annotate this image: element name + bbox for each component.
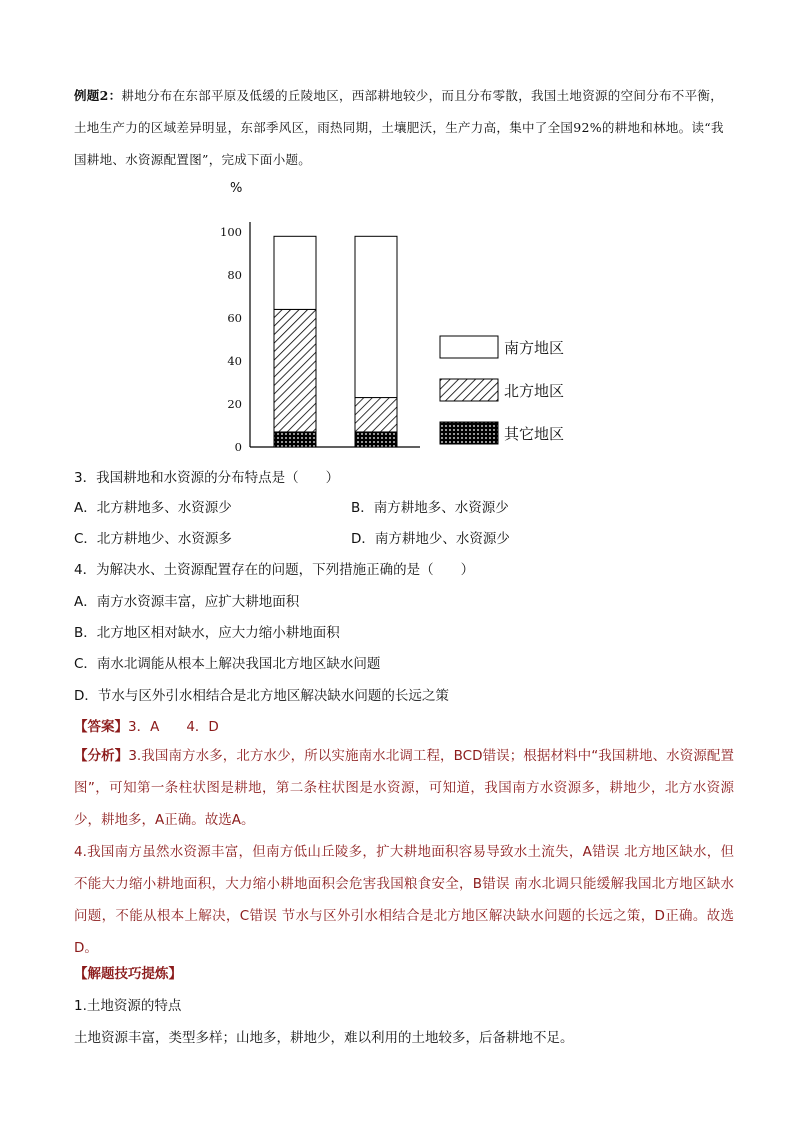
y-tick-label: 40 <box>227 354 242 368</box>
tips-paragraph-1: 土地资源丰富，类型多样；山地多，耕地少，难以利用的土地较多，后备耕地不足。 <box>74 1030 574 1046</box>
farmland-water-chart <box>220 176 600 456</box>
legend-swatch <box>440 379 498 401</box>
intro-paragraph <box>74 80 734 176</box>
legend-label: 北方地区 <box>504 382 565 400</box>
analysis-paragraph-1 <box>74 740 734 836</box>
y-axis-label: % <box>230 181 243 196</box>
analysis-text-1: 3.我国南方水多，北方水少，所以实施南水北调工程，BCD错误；根据材料中“我国耕地、水资源配置图”，可知第一条柱状图是耕地，第二条柱状图是水资源，可知道，我国南方水资源多，耕地少，北方水资源少，耕地多，A正确。故选A。 <box>74 748 735 828</box>
bar-segment <box>355 432 397 447</box>
answer-tag: 【答案】 <box>74 719 128 735</box>
question-4-option-d: D．节水与区外引水相结合是北方地区解决缺水问题的长远之策 <box>74 688 449 704</box>
analysis-tag: 【分析】 <box>74 748 129 764</box>
legend-swatch <box>440 422 498 444</box>
y-tick-label: 100 <box>220 225 242 239</box>
answer-text: 3．A 4．D <box>128 719 219 735</box>
bar-segment <box>274 309 316 432</box>
legend-label: 其它地区 <box>504 425 565 443</box>
y-tick-label: 60 <box>227 311 242 325</box>
question-3-stem: 3．我国耕地和水资源的分布特点是（ ） <box>74 470 340 486</box>
intro-text: 耕地分布在东部平原及低缓的丘陵地区，西部耕地较少，而且分布零散，我国土地资源的空间分布不平衡，土地生产力的区域差异明显，东部季风区，雨热同期，土壤肥沃，生产力高，集中了全国92%的耕地和林地。读“我国耕地、水资源配置图”，完成下面小题。 <box>74 88 724 167</box>
tips-title: 【解题技巧提炼】 <box>74 966 182 982</box>
question-3-option-a: A．北方耕地多、水资源少 <box>74 500 232 516</box>
question-3-option-d: D．南方耕地少、水资源少 <box>351 531 510 547</box>
bar-segment <box>355 236 397 397</box>
question-4-option-c: C．南水北调能从根本上解决我国北方地区缺水问题 <box>74 656 381 672</box>
analysis-paragraph-2: 4.我国南方虽然水资源丰富，但南方低山丘陵多，扩大耕地面积容易导致水土流失，A错误 北方地区缺水，但不能大力缩小耕地面积，大力缩小耕地面积会危害我国粮食安全，B错误 南水北调只能缓解我国北方地区缺水问题，不能从根本上解决，C错误 节水与区外引水相结合是北方地区解决缺水问题的长远之策，D正确。故选D。 <box>74 844 734 956</box>
y-tick-label: 20 <box>227 397 242 411</box>
question-4-option-a: A．南方水资源丰富，应扩大耕地面积 <box>74 594 300 610</box>
answer-line <box>74 717 219 737</box>
legend-label: 南方地区 <box>504 339 565 357</box>
bar-segment <box>274 236 316 309</box>
y-tick-label: 0 <box>234 440 242 454</box>
question-3-option-c: C．北方耕地少、水资源多 <box>74 531 232 547</box>
bar-segment <box>355 398 397 432</box>
y-tick-label: 80 <box>227 268 242 282</box>
question-4-stem: 4．为解决水、土资源配置存在的问题，下列措施正确的是（ ） <box>74 562 475 578</box>
question-4-option-b: B．北方地区相对缺水，应大力缩小耕地面积 <box>74 625 340 641</box>
example-label: 例题2： <box>74 88 122 103</box>
legend-swatch <box>440 336 498 358</box>
question-3-option-b: B．南方耕地多、水资源少 <box>351 500 509 516</box>
tips-heading-1: 1.土地资源的特点 <box>74 998 182 1014</box>
bar-segment <box>274 432 316 447</box>
